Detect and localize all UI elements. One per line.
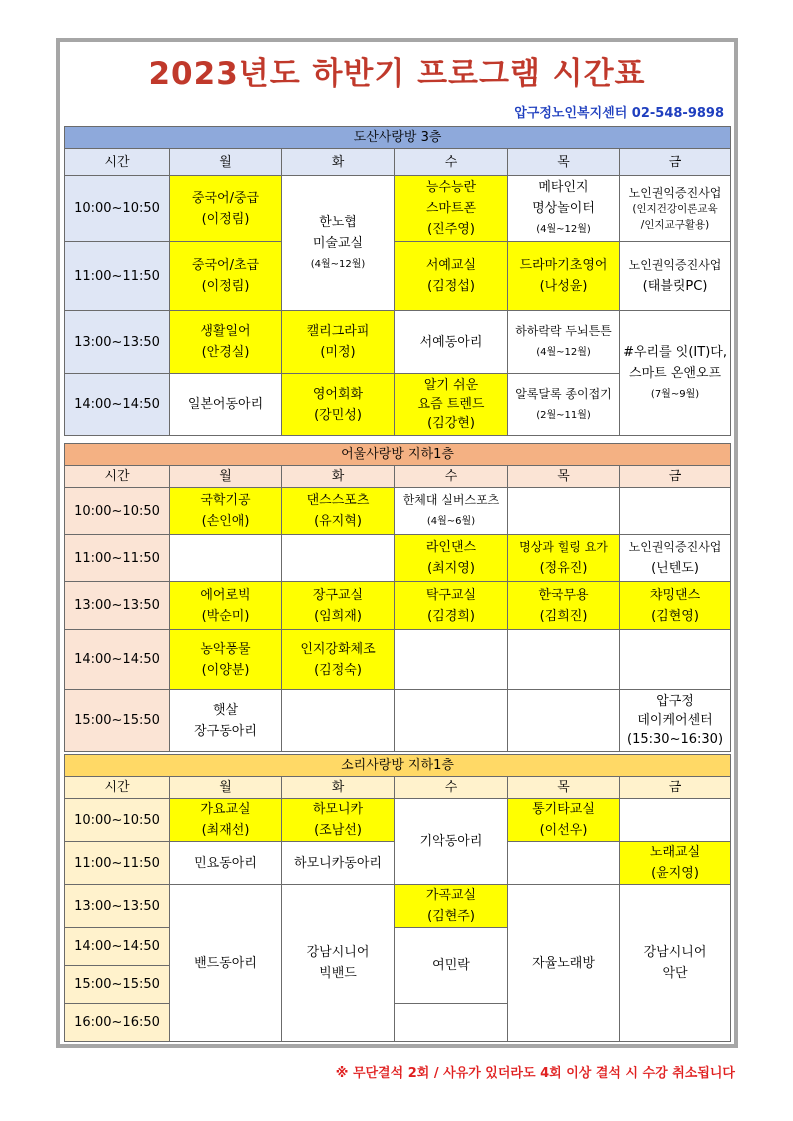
class-cell: 노인권익증진사업 (태블릿PC) (620, 242, 731, 311)
class-cell: 하하락락 두뇌튼튼 (4월~12월) (508, 311, 620, 374)
class-cell: 서예동아리 (395, 311, 508, 374)
header-time: 시간 (65, 777, 170, 799)
class-cell: 하모니카 (조남선) (282, 799, 395, 842)
class-cell: 영어회화 (강민성) (282, 374, 395, 436)
header-fri: 금 (620, 777, 731, 799)
class-cell: 댄스스포츠 (유지혁) (282, 488, 395, 535)
class-cell: 민요동아리 (170, 842, 282, 885)
class-cell: 알기 쉬운 요즘 트렌드 (김강현) (395, 374, 508, 436)
class-cell: 인지강화체조 (김정숙) (282, 630, 395, 690)
class-cell: 하모니카동아리 (282, 842, 395, 885)
class-cell: 드라마기초영어 (나성윤) (508, 242, 620, 311)
time-slot: 15:00~15:50 (65, 690, 170, 752)
time-slot: 10:00~10:50 (65, 488, 170, 535)
section-eoul-table (64, 443, 731, 752)
class-cell (395, 630, 508, 690)
class-cell: 노인권익증진사업 (인지건강이론교육 /인지교구활용) (620, 176, 731, 242)
time-slot: 10:00~10:50 (65, 799, 170, 842)
class-cell: 압구정 데이케어센터 (15:30~16:30) (620, 690, 731, 752)
class-cell: 메타인지 명상놀이터 (4월~12월) (508, 176, 620, 242)
class-cell: 강남시니어 빅밴드 (282, 885, 395, 1042)
time-slot: 13:00~13:50 (65, 311, 170, 374)
class-cell: 노인권익증진사업 (닌텐도) (620, 535, 731, 582)
class-cell (170, 535, 282, 582)
header-thu: 목 (508, 149, 620, 176)
header-mon: 월 (170, 466, 282, 488)
class-cell: 능수능란 스마트폰 (진주영) (395, 176, 508, 242)
class-cell: 가곡교실 (김현주) (395, 885, 508, 928)
time-slot: 14:00~14:50 (65, 374, 170, 436)
header-thu: 목 (508, 777, 620, 799)
class-cell: 강남시니어 악단 (620, 885, 731, 1042)
header-wed: 수 (395, 466, 508, 488)
class-cell (508, 690, 620, 752)
section-title: 어울사랑방 지하1층 (65, 444, 731, 466)
header-time: 시간 (65, 466, 170, 488)
time-slot: 10:00~10:50 (65, 176, 170, 242)
class-cell: 농악풍물 (이양분) (170, 630, 282, 690)
class-cell (620, 630, 731, 690)
time-slot: 11:00~11:50 (65, 242, 170, 311)
time-slot: 15:00~15:50 (65, 966, 170, 1004)
header-fri: 금 (620, 149, 731, 176)
class-cell: 캘리그라피 (미정) (282, 311, 395, 374)
absence-notice: ※ 무단결석 2회 / 사유가 있더라도 4회 이상 결석 시 수강 취소됩니다 (335, 1066, 735, 1081)
class-cell (620, 488, 731, 535)
time-slot: 11:00~11:50 (65, 535, 170, 582)
class-cell: 탁구교실 (김경희) (395, 582, 508, 630)
class-cell: 여민락 (395, 928, 508, 1004)
class-cell: 알록달록 종이접기 (2월~11월) (508, 374, 620, 436)
class-cell (282, 535, 395, 582)
header-wed: 수 (395, 149, 508, 176)
class-cell (508, 842, 620, 885)
page-title: 2023년도 하반기 프로그램 시간표 (148, 56, 646, 92)
header-tue: 화 (282, 466, 395, 488)
class-cell: 가요교실 (최재선) (170, 799, 282, 842)
time-slot: 14:00~14:50 (65, 630, 170, 690)
class-cell: 에어로빅 (박순미) (170, 582, 282, 630)
class-cell: 라인댄스 (최지영) (395, 535, 508, 582)
section-title: 소리사랑방 지하1층 (65, 755, 731, 777)
class-cell (395, 1004, 508, 1042)
time-slot: 16:00~16:50 (65, 1004, 170, 1042)
class-cell: 햇살 장구동아리 (170, 690, 282, 752)
center-contact: 압구정노인복지센터 02-548-9898 (514, 106, 724, 121)
class-cell: 중국어/중급 (이정림) (170, 176, 282, 242)
time-slot: 11:00~11:50 (65, 842, 170, 885)
class-cell (508, 488, 620, 535)
class-cell: 명상과 힐링 요가 (정유진) (508, 535, 620, 582)
class-cell: 자율노래방 (508, 885, 620, 1042)
header-mon: 월 (170, 777, 282, 799)
class-cell (508, 630, 620, 690)
class-cell: 챠밍댄스 (김현영) (620, 582, 731, 630)
class-cell: 장구교실 (임희재) (282, 582, 395, 630)
class-cell: 국학기공 (손인애) (170, 488, 282, 535)
class-cell: 노래교실 (윤지영) (620, 842, 731, 885)
class-cell (395, 690, 508, 752)
header-fri: 금 (620, 466, 731, 488)
header-mon: 월 (170, 149, 282, 176)
section-sori-table (64, 754, 731, 1042)
class-cell: 밴드동아리 (170, 885, 282, 1042)
header-tue: 화 (282, 149, 395, 176)
section-dosan-table (64, 126, 731, 436)
class-cell: 기악동아리 (395, 799, 508, 885)
class-cell: 한국무용 (김희진) (508, 582, 620, 630)
class-cell (620, 799, 731, 842)
class-cell: 중국어/초급 (이정림) (170, 242, 282, 311)
class-cell: 통기타교실 (이선우) (508, 799, 620, 842)
class-cell: 일본어동아리 (170, 374, 282, 436)
class-cell: 한노협 미술교실 (4월~12월) (282, 176, 395, 311)
time-slot: 13:00~13:50 (65, 582, 170, 630)
time-slot: 13:00~13:50 (65, 885, 170, 928)
class-cell (282, 690, 395, 752)
timetable-frame (56, 38, 738, 1048)
section-title: 도산사랑방 3층 (65, 127, 731, 149)
class-cell: #우리를 잇(IT)다, 스마트 온앤오프 (7월~9월) (620, 311, 731, 436)
class-cell: 서예교실 (김정섭) (395, 242, 508, 311)
header-tue: 화 (282, 777, 395, 799)
header-thu: 목 (508, 466, 620, 488)
time-slot: 14:00~14:50 (65, 928, 170, 966)
header-wed: 수 (395, 777, 508, 799)
class-cell: 생활일어 (안경실) (170, 311, 282, 374)
class-cell: 한체대 실버스포츠 (4월~6월) (395, 488, 508, 535)
header-time: 시간 (65, 149, 170, 176)
